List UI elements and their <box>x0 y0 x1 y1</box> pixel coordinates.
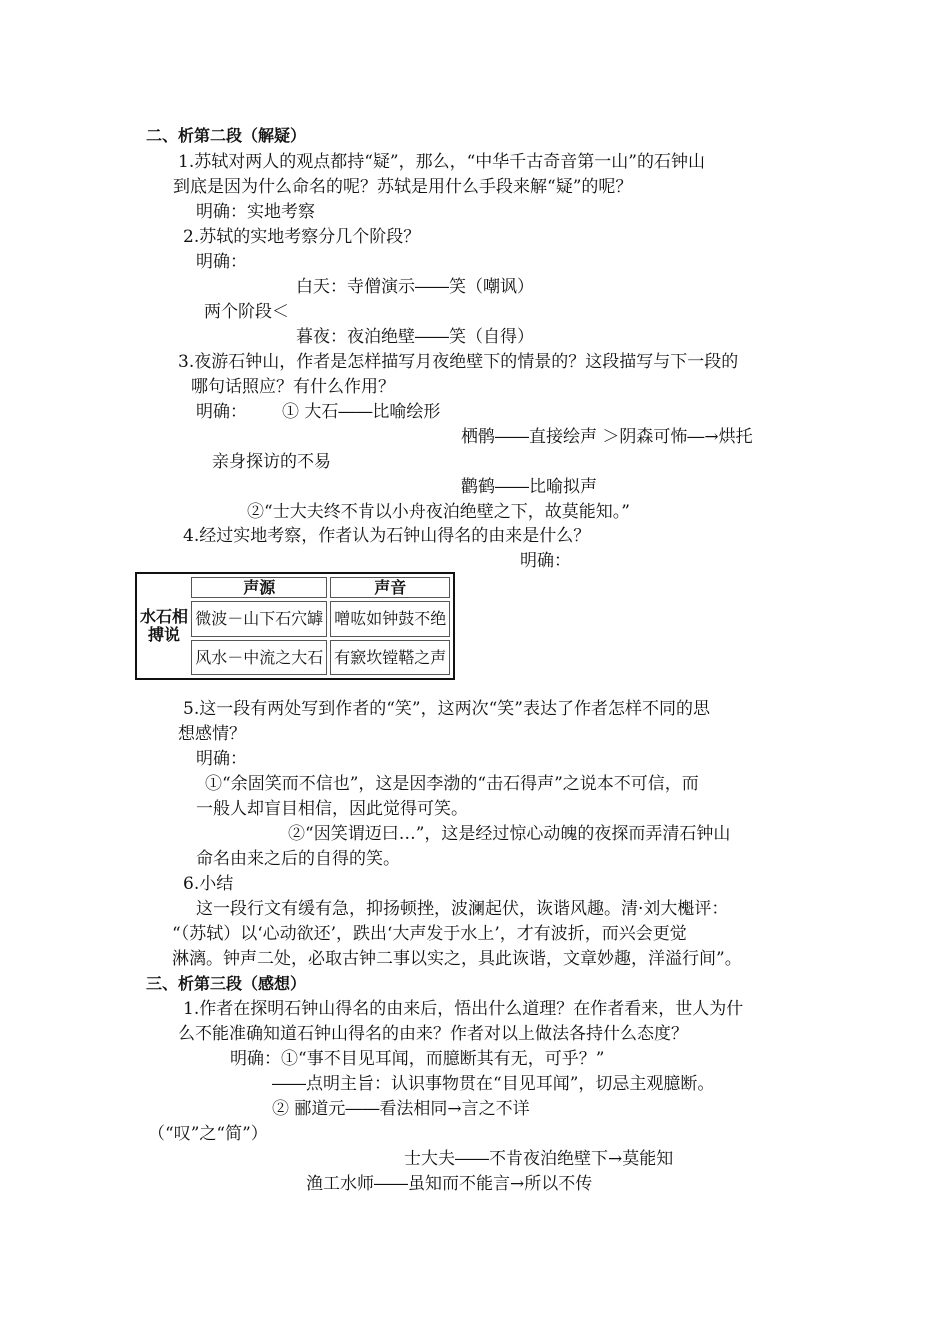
question-4: 4.经过实地考察，作者认为石钟山得名的由来是什么？ <box>183 526 591 546</box>
question-3-line-1: 3.夜游石钟山，作者是怎样描写月夜绝壁下的情景的？这段描写与下一段的 <box>178 352 739 372</box>
sound-source-table <box>135 572 455 680</box>
table-side-label: 水石相搏说 <box>140 607 189 644</box>
question-6: 6.小结 <box>183 874 234 894</box>
question-5-line-2: 想感情？ <box>178 724 246 744</box>
answer-3-label: 明确： <box>196 402 247 422</box>
answer-5-label: 明确： <box>196 749 247 769</box>
section-3-answer-2: ② 郦道元――看法相同→言之不详 <box>272 1099 530 1119</box>
question-1-line-1: 1.苏轼对两人的观点都持“疑”，那么，“中华千古奇音第一山”的石钟山 <box>178 152 705 172</box>
answer-5-point-2-line-2: 命名由来之后的自得的笑。 <box>196 849 400 869</box>
answer-3-bird-sound: 栖鹘――直接绘声 ＞阴森可怖―→烘托 <box>461 427 753 447</box>
summary-line-2: “（苏轼）以‘心动欲还’，跌出‘大声发于水上’，才有波折，而兴会更觉 <box>172 924 687 944</box>
section-three-heading: 三、析第三段（感想） <box>146 974 307 993</box>
question-2: 2.苏轼的实地考察分几个阶段？ <box>183 227 421 247</box>
section-3-question-1-line-2: 么不能准确知道石钟山得名的由来？作者对以上做法各持什么态度？ <box>178 1024 688 1044</box>
answer-5-point-1-line-1: ①“余固笑而不信也”，这是因李渤的“击石得声”之说本不可信，而 <box>205 774 699 794</box>
answer-3-effect: 亲身探访的不易 <box>212 452 331 472</box>
question-1-line-2: 到底是因为什么命名的呢？苏轼是用什么手段来解“疑”的呢？ <box>173 177 633 197</box>
answer-4-label: 明确： <box>520 551 571 571</box>
section-3-answer-theme: ――点明主旨：认识事物贯在“目见耳闻”，切忌主观臆断。 <box>272 1074 715 1094</box>
answer-5-point-1-line-2: 一般人却盲目相信，因此觉得可笑。 <box>196 799 468 819</box>
section-3-note: （“叹”之“简”） <box>148 1124 268 1144</box>
table-cell-sound: 噌吰如钟鼓不绝 <box>330 601 450 637</box>
answer-3-crane-sound: 鹳鹤――比喻拟声 <box>461 477 597 497</box>
answer-2-label: 明确： <box>196 252 247 272</box>
stage-two-label: 两个阶段＜ <box>204 302 289 322</box>
section-3-answer-1: 明确：①“事不目见耳闻，而臆断其有无，可乎？” <box>230 1049 605 1069</box>
summary-line-3: 淋漓。钟声二处，必取古钟二事以实之，具此诙谐，文章妙趣，洋溢行间”。 <box>172 949 742 969</box>
answer-3-point-2: ②“士大夫终不肯以小舟夜泊绝壁之下，故莫能知。” <box>247 502 630 522</box>
stage-night: 暮夜：夜泊绝壁――笑（自得） <box>296 327 534 347</box>
section-3-scholars: 士大夫――不肯夜泊绝壁下→莫能知 <box>404 1149 674 1169</box>
answer-3-point-1: ① 大石――比喻绘形 <box>282 402 441 422</box>
summary-line-1: 这一段行文有缓有急，抑扬顿挫，波澜起伏，诙谐风趣。清·刘大櫆评： <box>196 899 729 919</box>
table-cell-sound: 有窾坎镗鞳之声 <box>330 640 450 676</box>
section-3-fishermen: 渔工水师――虽知而不能言→所以不传 <box>306 1174 593 1194</box>
stage-day: 白天：寺僧演示――笑（嘲讽） <box>296 277 534 297</box>
table-header-sound: 声音 <box>330 577 450 598</box>
section-two-heading: 二、析第二段（解疑） <box>146 126 307 145</box>
question-3-line-2: 哪句话照应？有什么作用？ <box>191 377 395 397</box>
answer-1: 明确：实地考察 <box>196 202 315 222</box>
table-cell-source: 风水－中流之大石 <box>191 640 327 676</box>
table-cell-source: 微波－山下石穴罅 <box>191 601 327 637</box>
table-header-source: 声源 <box>191 577 327 598</box>
answer-5-point-2-line-1: ②“因笑谓迈曰…”，这是经过惊心动魄的夜探而弄清石钟山 <box>288 824 731 844</box>
question-5-line-1: 5.这一段有两处写到作者的“笑”，这两次“笑”表达了作者怎样不同的思 <box>183 699 710 719</box>
section-3-question-1-line-1: 1.作者在探明石钟山得名的由来后，悟出什么道理？在作者看来，世人为什 <box>183 999 744 1019</box>
